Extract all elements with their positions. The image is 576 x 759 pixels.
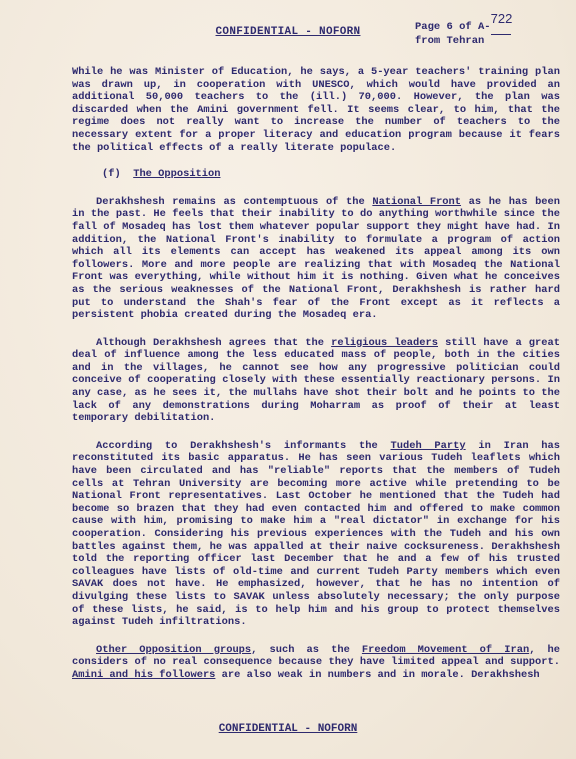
- footer-classification: CONFIDENTIAL - NOFORN: [218, 723, 358, 735]
- paragraph-intro: While he was Minister of Education, he says, a 5-year teachers' training plan was drawn up, in cooperation with UNESCO, which would have provided an additional 50,000 teachers to the (ill.) 70,000. However, the plan was discarded when the Amini government fell. It seems clear, to him, that the regime does not really want to increase the number of teachers to the necessary extent for a proper literacy and education program because it fears the political effects of a really literate populace.: [72, 66, 560, 154]
- term-national-front: National Front: [372, 195, 462, 208]
- header-classification: CONFIDENTIAL - NOFORN: [215, 26, 361, 38]
- section-heading: [72, 168, 560, 181]
- page-number-line: [490, 11, 513, 35]
- page-number: 722: [490, 11, 513, 26]
- origin-label: from Tehran: [415, 35, 485, 47]
- section-title: The Opposition: [133, 168, 221, 181]
- section-label: (f): [102, 168, 121, 181]
- paragraph-other-groups: Other Opposition groups, such as the Freedom Movement of Iran, he considers of no real consequence because they have limited appeal and support. Amini and his followers are also weak in numbers and in morale. Derakhshesh: [72, 643, 560, 681]
- page-reference: [415, 11, 565, 48]
- paragraph-religious-leaders: Although Derakhshesh agrees that the religious leaders still have a great deal of influence among the less educated mass of people, both in the cities and in the villages, he cannot see how any progressive politician could conceive of cooperating closely with these essentially reactionary persons. In any case, as he sees it, the mullahs have shot their bolt and he points to the lack of any demonstrations during Moharram as proof of their at least temporary debilitation.: [72, 336, 560, 425]
- page-ref-prefix: Page 6 of A-: [415, 21, 491, 33]
- document-body: [72, 66, 560, 697]
- term-tudeh-party: Tudeh Party: [390, 439, 466, 452]
- term-other-opposition-groups: Other Opposition groups: [96, 643, 252, 656]
- term-religious-leaders: religious leaders: [331, 336, 438, 349]
- paragraph-national-front: Derakhshesh remains as contemptuous of the National Front as he has been in the past. He feels that their inability to do anything worthwhile since the fall of Mosadeq has lost them whatever popular support they might have had. In addition, the National Front's inability to formulate a program of action which all its elements can accept has weakened its appeal among its own followers. More and more people are realizing that with Mosadeq the National Front was everything, while without him it is nothing. Given what he conceives as the serious weaknesses of the National Front, Derakhshesh is rather hard put to understand the Shah's fear of the Front except as it reflects a persistent phobia created during the Mosadeq era.: [72, 195, 561, 322]
- term-freedom-movement: Freedom Movement of Iran: [361, 643, 530, 656]
- paragraph-tudeh-party: According to Derakhshesh's informants the Tudeh Party in Iran has reconstituted its basic apparatus. He has seen various Tudeh leaflets which have been circulated and has "reliable" reports that the members of Tudeh cells at Tehran University are becoming more active while pretending to be National Front representatives. Last October he mentioned that the Tudeh had become so brazen that they had even contacted him and offered to make common cause with him, promising to make him a "real dictator" in exchange for his cooperation. Considering his previous experiences with the Tudeh and his own battles against them, he was appalled at their naive cocksureness. Derakhshesh told the reporting officer last December that he and a few of his trusted colleagues have lists of old-time and current Tudeh Party members which even SAVAK does not have. He emphasized, however, that he has no intention of divulging these lists to SAVAK unless absolutely necessary; the only purpose of these lists, he said, is to help him and his group to protect themselves against Tudeh infiltrations.: [72, 439, 561, 629]
- term-amini-followers: Amini and his followers: [72, 668, 216, 681]
